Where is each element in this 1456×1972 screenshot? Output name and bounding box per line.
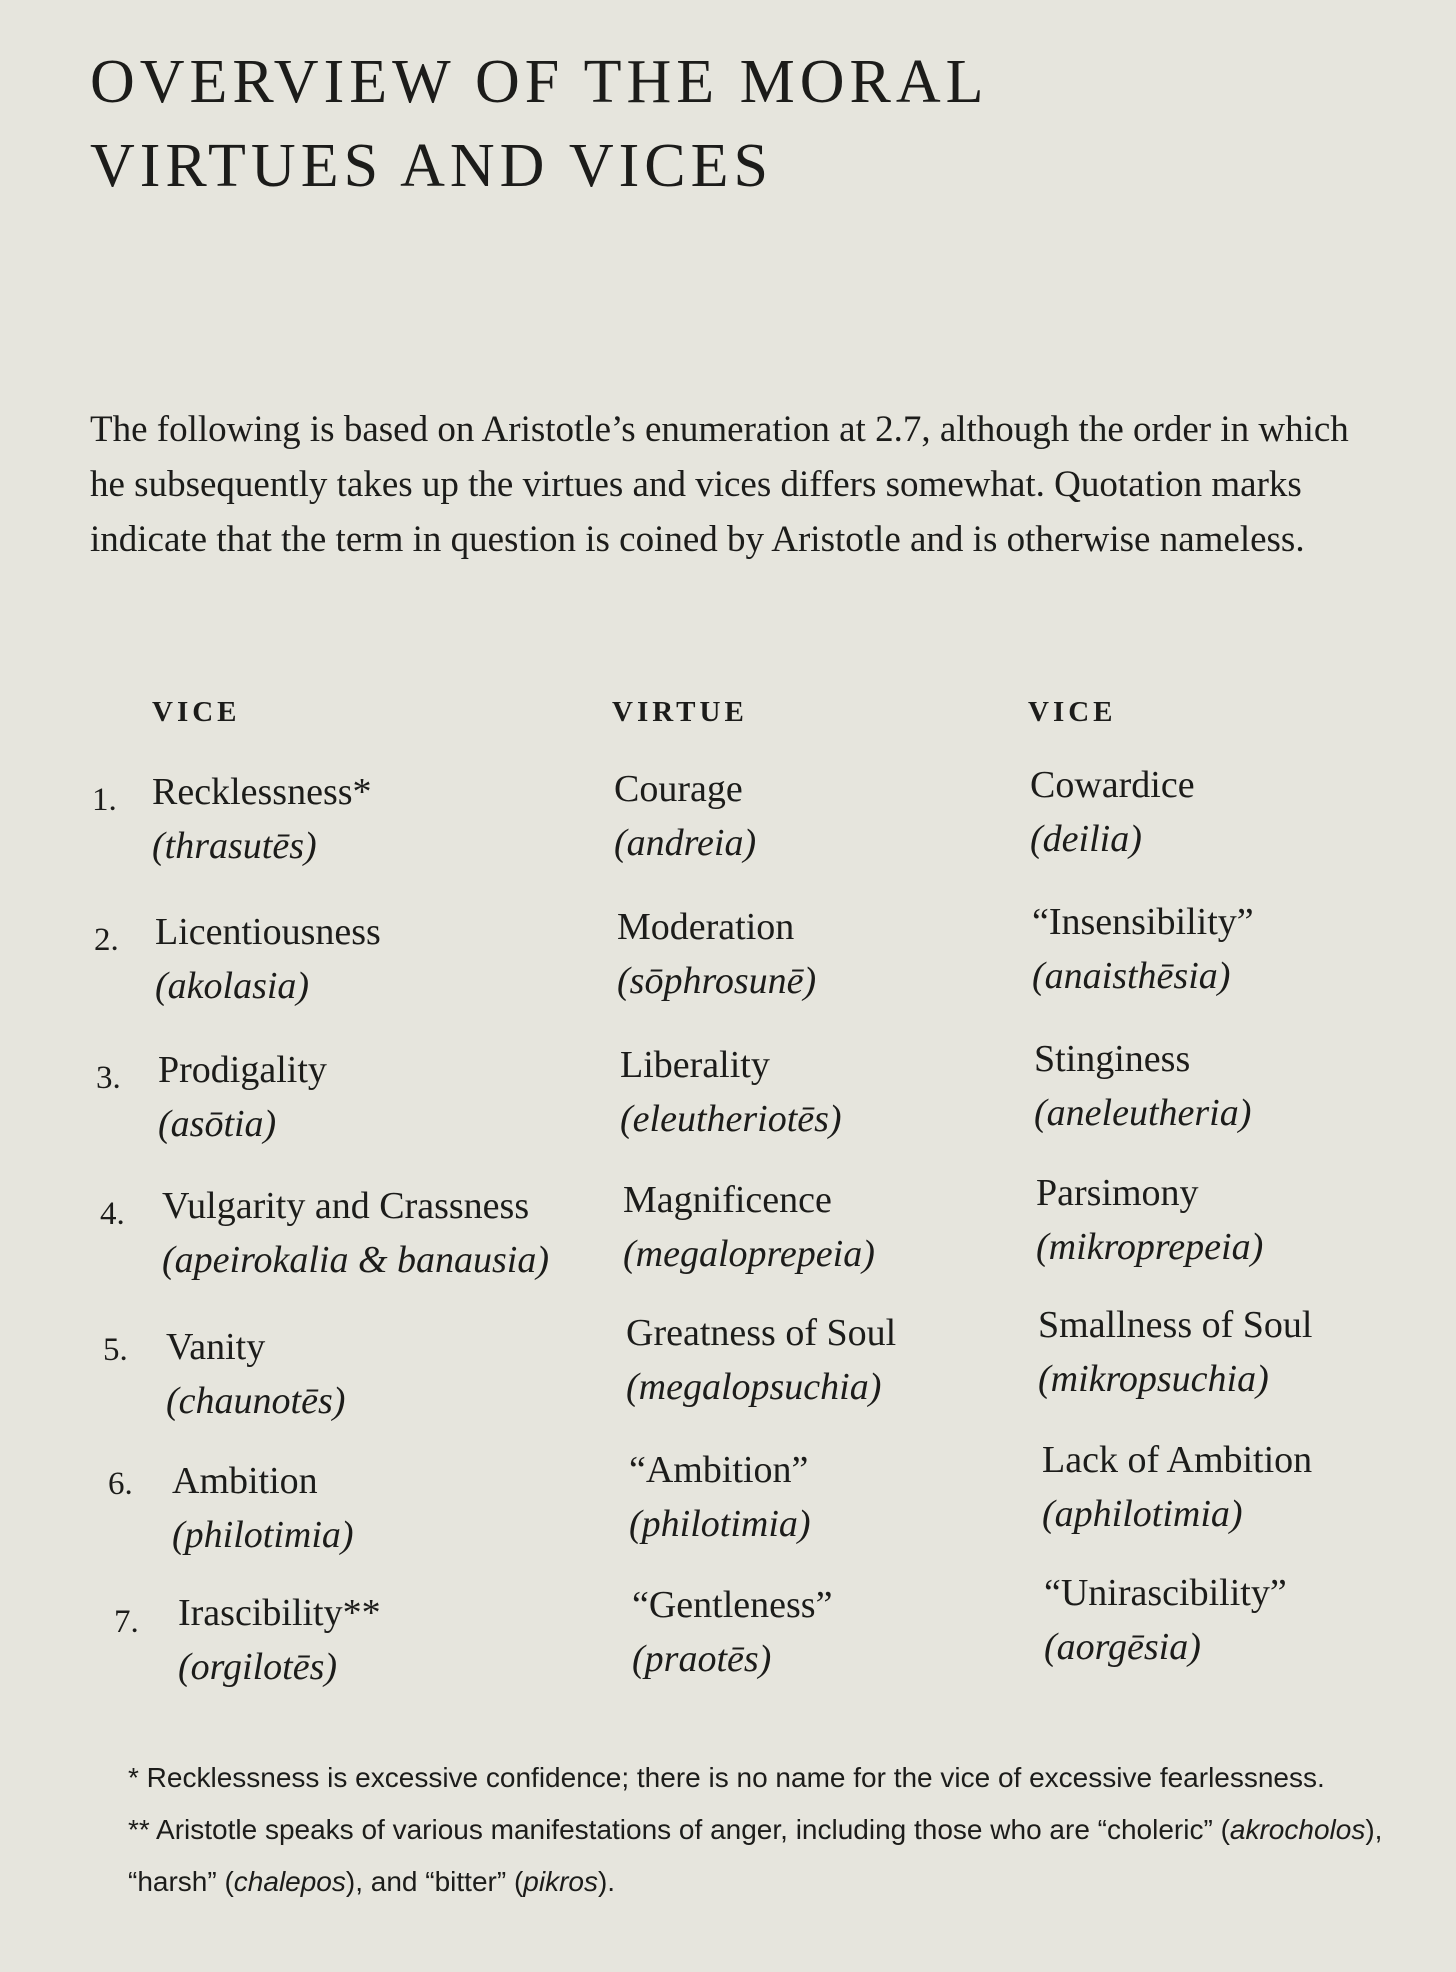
vice-term: Ambition (172, 1460, 318, 1502)
vice-term: Parsimony (1036, 1172, 1199, 1214)
table-cell-virtue (623, 1173, 875, 1281)
virtue-term: Courage (614, 768, 743, 810)
vice-term: Vanity (166, 1326, 266, 1368)
vice-greek-term: (akolasia) (155, 965, 310, 1007)
virtue-term: Moderation (617, 906, 795, 948)
virtue-greek-term: (andreia) (614, 822, 757, 864)
vice-greek-term: (mikroprepeia) (1036, 1226, 1264, 1268)
vice-term: Irascibility** (178, 1592, 381, 1634)
table-cell-vice-excess (158, 1043, 327, 1151)
footnotes (128, 1752, 1388, 1908)
vice-term: Prodigality (158, 1049, 327, 1091)
vice-term: Stinginess (1034, 1038, 1191, 1080)
vice-greek-term: (deilia) (1030, 818, 1142, 860)
greek-term: chalepos (233, 1866, 346, 1897)
vice-greek-term: (aneleutheria) (1034, 1092, 1252, 1134)
table-cell-virtue (614, 762, 756, 870)
row-number: 5. (103, 1332, 128, 1368)
column-header-virtue: VIRTUE (612, 696, 748, 728)
vice-greek-term: (aphilotimia) (1042, 1493, 1243, 1535)
table-cell-vice-deficiency (1044, 1566, 1287, 1674)
vice-greek-term: (apeirokalia & banausia) (162, 1239, 549, 1281)
virtue-term: Magnificence (623, 1179, 832, 1221)
footnote-2-text: ** Aristotle speaks of various manifestations of anger, including those who are “choleric” ( (128, 1814, 1230, 1845)
greek-term: akrocholos (1229, 1814, 1366, 1845)
table-cell-vice-deficiency (1042, 1433, 1312, 1541)
title-line-2: VIRTUES AND VICES (90, 132, 773, 200)
table-cell-virtue (617, 900, 816, 1008)
table-cell-vice-excess (152, 765, 372, 873)
footnote-2-text: ), and “bitter” ( (345, 1866, 524, 1897)
vice-greek-term: (mikropsuchia) (1038, 1358, 1269, 1400)
vice-greek-term: (thrasutēs) (152, 825, 317, 867)
table-cell-virtue (620, 1038, 842, 1146)
table-cell-virtue (632, 1578, 832, 1686)
vice-term: Lack of Ambition (1042, 1439, 1313, 1481)
footnote-2-text: ). (597, 1866, 616, 1897)
vice-term: Cowardice (1030, 764, 1195, 806)
row-number: 7. (114, 1604, 139, 1640)
virtue-term: Liberality (620, 1044, 770, 1086)
vice-term: “Insensibility” (1032, 901, 1254, 943)
table-cell-vice-deficiency (1032, 895, 1254, 1003)
title-line-1: OVERVIEW OF THE MORAL (90, 48, 989, 116)
column-header-vice-deficiency: VICE (1028, 696, 1117, 728)
row-number: 2. (94, 922, 119, 958)
virtue-term: “Ambition” (629, 1449, 809, 1491)
page-title (90, 40, 989, 208)
table-cell-vice-deficiency (1036, 1166, 1263, 1274)
row-number: 4. (100, 1196, 125, 1232)
footnote-1: * Recklessness is excessive confidence; there is no name for the vice of excessive fearlessness. (128, 1762, 1325, 1793)
intro-paragraph: The following is based on Aristotle’s enumeration at 2.7, although the order in which he subsequently takes up the virtues and vices differs somewhat. Quotation marks indicate that the term in question is coined by Aristotle and is otherwise nameless. (90, 409, 1349, 560)
table-cell-vice-excess (155, 905, 381, 1013)
table-cell-vice-deficiency (1030, 758, 1195, 866)
footnote-2 (128, 1804, 1388, 1908)
vice-term: Recklessness* (152, 771, 372, 813)
footnote-2-text: ), “harsh” ( (128, 1814, 1383, 1897)
vice-greek-term: (aorgēsia) (1044, 1626, 1201, 1668)
table-cell-vice-excess (178, 1586, 381, 1694)
vice-greek-term: (orgilotēs) (178, 1646, 338, 1688)
vice-greek-term: (chaunotēs) (166, 1380, 346, 1422)
vice-term: Smallness of Soul (1038, 1304, 1313, 1346)
table-cell-vice-deficiency (1038, 1298, 1312, 1406)
vice-greek-term: (anaisthēsia) (1032, 955, 1231, 997)
table-cell-vice-deficiency (1034, 1032, 1251, 1140)
vice-term: “Unirascibility” (1044, 1572, 1287, 1614)
virtue-greek-term: (eleutheriotēs) (620, 1098, 842, 1140)
virtue-greek-term: (megalopsuchia) (626, 1366, 882, 1408)
vice-term: Vulgarity and Crassness (162, 1185, 530, 1227)
virtue-greek-term: (megaloprepeia) (623, 1233, 875, 1275)
table-cell-vice-excess (166, 1320, 345, 1428)
column-header-vice-excess: VICE (152, 696, 241, 728)
vice-term: Licentiousness (155, 911, 381, 953)
virtue-term: Greatness of Soul (626, 1312, 897, 1354)
table-cell-virtue (626, 1306, 896, 1414)
virtue-greek-term: (praotēs) (632, 1638, 772, 1680)
row-number: 1. (92, 782, 117, 818)
vice-greek-term: (philotimia) (172, 1514, 354, 1556)
virtue-term: “Gentleness” (632, 1584, 833, 1626)
table-cell-virtue (629, 1443, 811, 1551)
vice-greek-term: (asōtia) (158, 1103, 277, 1145)
greek-term: pikros (523, 1866, 598, 1897)
row-number: 6. (108, 1466, 133, 1502)
table-cell-vice-excess (172, 1454, 354, 1562)
virtue-greek-term: (sōphrosunē) (617, 960, 817, 1002)
row-number: 3. (96, 1060, 121, 1096)
virtue-greek-term: (philotimia) (629, 1503, 811, 1545)
table-cell-vice-excess (162, 1179, 549, 1287)
